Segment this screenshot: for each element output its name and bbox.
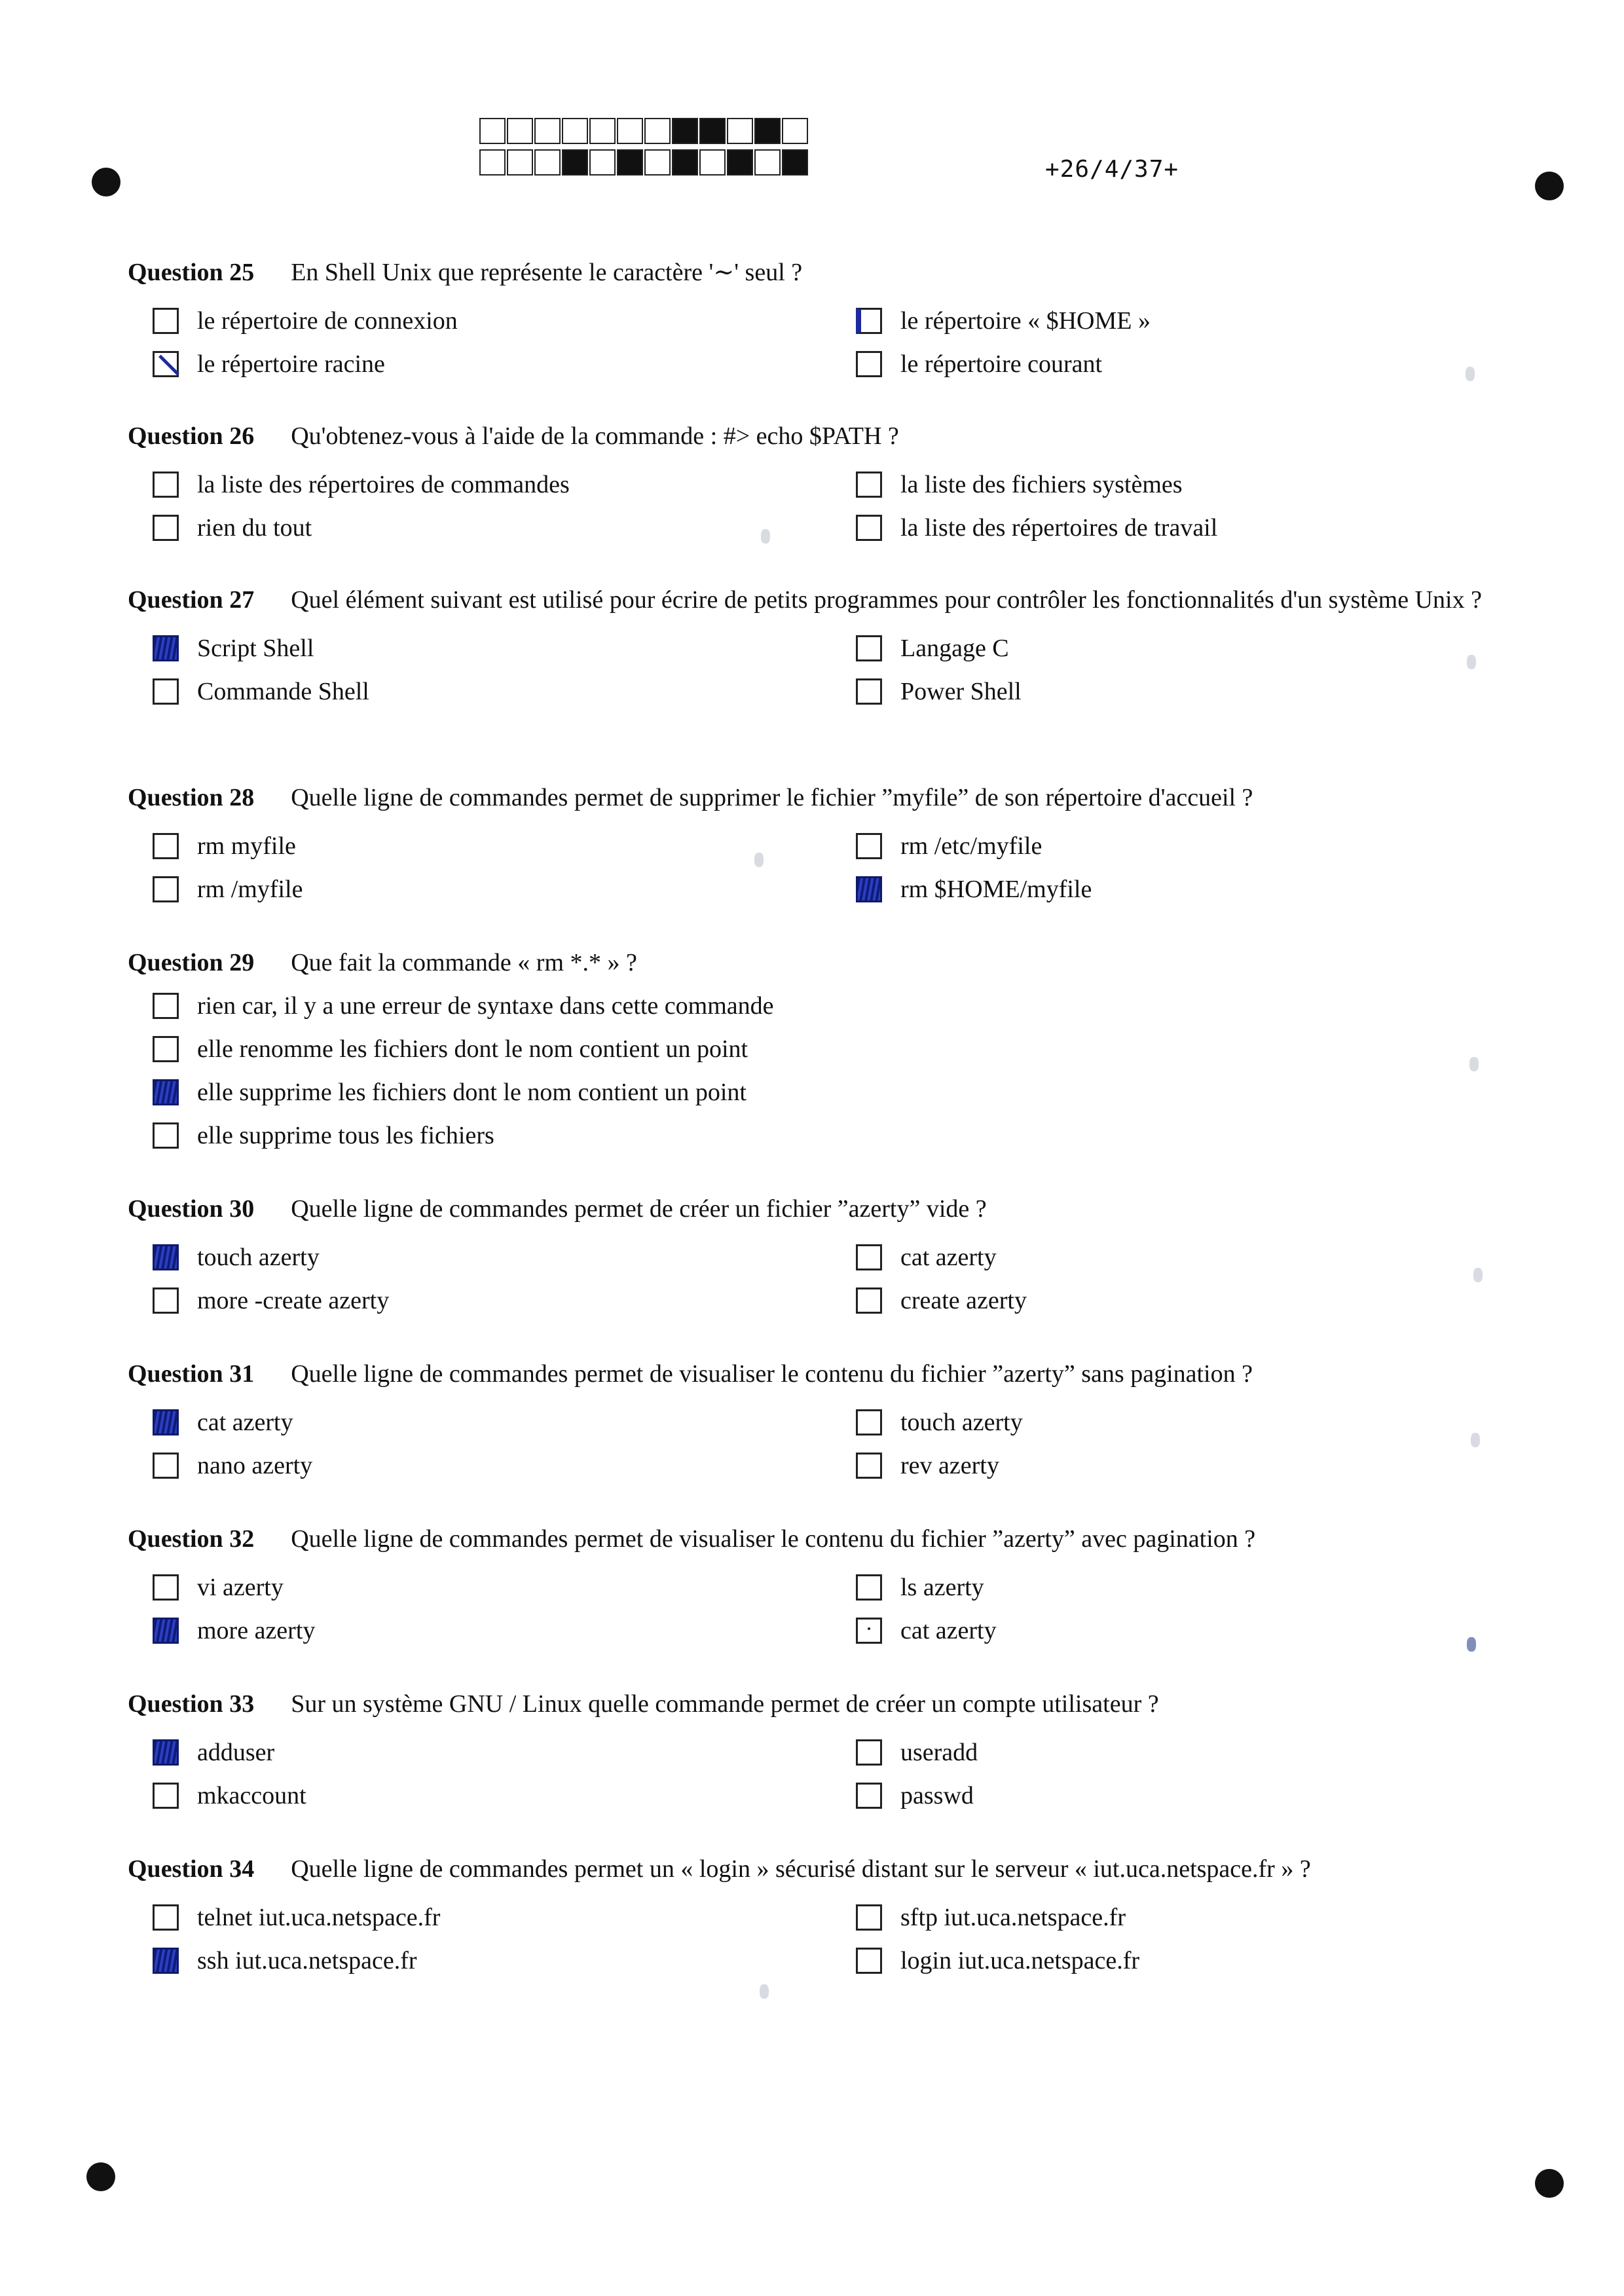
answer-option[interactable] — [153, 1614, 315, 1648]
barcode-cell-empty — [644, 149, 671, 176]
answer-checkbox[interactable] — [153, 678, 179, 705]
answer-checkbox[interactable] — [153, 1409, 179, 1435]
answer-checkbox[interactable] — [153, 1453, 179, 1479]
answer-option[interactable] — [856, 675, 1022, 709]
answer-label: touch azerty — [900, 1409, 1023, 1436]
registration-mark — [92, 168, 120, 196]
barcode-cell-empty — [562, 118, 588, 144]
page-identifier: +26/4/37+ — [1045, 156, 1179, 183]
question-text: En Shell Unix que représente le caractère '∼' seul ? — [291, 259, 803, 286]
question-text: Quelle ligne de commandes permet de supprimer le fichier ”myfile” de son répertoire d'accueil ? — [291, 784, 1253, 811]
answer-label: login iut.uca.netspace.fr — [900, 1947, 1140, 1974]
answer-option[interactable] — [856, 1779, 974, 1813]
answer-label: more azerty — [197, 1617, 316, 1644]
barcode-cell-empty — [507, 149, 533, 176]
question-label: Question 27 — [128, 586, 255, 614]
answer-checkbox[interactable] — [856, 1948, 882, 1974]
answer-label: rm /myfile — [197, 876, 303, 903]
answer-option[interactable] — [153, 1075, 747, 1109]
answer-checkbox[interactable] — [153, 308, 179, 334]
answer-option[interactable] — [153, 872, 303, 906]
question-label: Question 32 — [128, 1525, 255, 1553]
answer-checkbox[interactable] — [153, 1079, 179, 1105]
barcode-cell-empty — [479, 118, 506, 144]
answer-checkbox[interactable] — [153, 993, 179, 1019]
answer-option[interactable] — [153, 304, 458, 338]
question-text: Sur un système GNU / Linux quelle commande permet de créer un compte utilisateur ? — [291, 1690, 1159, 1718]
answer-option[interactable] — [153, 631, 314, 665]
barcode-cell-filled — [727, 149, 753, 176]
question-text: Quelle ligne de commandes permet un « login » sécurisé distant sur le serveur « iut.uca.netspace.fr » ? — [291, 1855, 1311, 1883]
answer-option[interactable] — [153, 511, 312, 545]
barcode-cell-empty — [644, 118, 671, 144]
registration-mark — [1535, 172, 1564, 200]
answer-checkbox[interactable] — [153, 1618, 179, 1644]
answer-option[interactable] — [153, 1900, 440, 1935]
answer-label: le répertoire racine — [197, 350, 385, 378]
answer-checkbox[interactable] — [856, 1904, 882, 1931]
answer-label: cat azerty — [900, 1617, 997, 1644]
question-header — [128, 782, 1529, 813]
question-header — [128, 584, 1529, 616]
barcode-cell-empty — [589, 149, 616, 176]
question-block — [128, 1853, 1529, 1986]
answer-label: create azerty — [900, 1287, 1027, 1314]
answer-checkbox[interactable] — [856, 1453, 882, 1479]
answer-checkbox[interactable] — [856, 1574, 882, 1601]
question-label: Question 28 — [128, 784, 255, 811]
question-header — [128, 947, 1529, 978]
barcode-cell-filled — [617, 149, 643, 176]
question-label: Question 26 — [128, 422, 255, 450]
answer-options — [128, 1240, 1529, 1325]
answer-label: nano azerty — [197, 1452, 313, 1479]
answer-options — [128, 989, 1529, 1166]
barcode-cell-empty — [479, 149, 506, 176]
barcode-cell-empty — [782, 118, 808, 144]
question-block — [128, 584, 1529, 716]
answer-option[interactable] — [856, 1900, 1126, 1935]
question-label: Question 30 — [128, 1195, 255, 1223]
question-block — [128, 782, 1529, 914]
answer-label: useradd — [900, 1739, 978, 1766]
question-block — [128, 1688, 1529, 1821]
barcode-cell-filled — [754, 118, 781, 144]
answer-checkbox[interactable] — [856, 351, 882, 377]
answer-checkbox[interactable] — [153, 876, 179, 902]
answer-option[interactable] — [856, 468, 1183, 502]
question-text: Quelle ligne de commandes permet de créer un fichier ”azerty” vide ? — [291, 1195, 987, 1223]
answer-option[interactable] — [153, 1032, 748, 1066]
question-text: Qu'obtenez-vous à l'aide de la commande : #> echo $PATH ? — [291, 422, 899, 450]
question-label: Question 25 — [128, 259, 255, 286]
answer-checkbox[interactable] — [856, 1244, 882, 1270]
answer-option[interactable] — [856, 304, 1151, 338]
answer-option[interactable] — [153, 1944, 417, 1978]
scan-speck — [760, 1984, 769, 1999]
question-header — [128, 1193, 1529, 1225]
answer-option[interactable] — [153, 347, 385, 381]
answer-checkbox[interactable] — [856, 515, 882, 541]
answer-option[interactable] — [153, 1284, 389, 1318]
answer-checkbox[interactable] — [856, 308, 882, 334]
barcode-cell-filled — [782, 149, 808, 176]
answer-option[interactable] — [856, 829, 1042, 863]
answer-label: Power Shell — [900, 678, 1022, 705]
answer-option[interactable] — [153, 829, 296, 863]
answer-label: rev azerty — [900, 1452, 999, 1479]
question-label: Question 29 — [128, 949, 255, 976]
answer-label: la liste des fichiers systèmes — [900, 471, 1183, 498]
barcode-cell-empty — [617, 118, 643, 144]
question-label: Question 34 — [128, 1855, 255, 1883]
answer-option[interactable] — [153, 675, 369, 709]
answer-checkbox[interactable] — [856, 635, 882, 661]
question-text: Quel élément suivant est utilisé pour écrire de petits programmes pour contrôler les fonctionnalités d'un système Unix ? — [291, 586, 1482, 614]
answer-option[interactable] — [153, 468, 570, 502]
answer-options — [128, 1900, 1529, 1986]
answer-checkbox[interactable] — [856, 876, 882, 902]
question-block — [128, 1523, 1529, 1656]
answer-option[interactable] — [856, 1240, 997, 1274]
registration-mark — [1535, 2169, 1564, 2198]
answer-checkbox[interactable] — [153, 1739, 179, 1766]
question-header — [128, 420, 1529, 452]
answer-label: more -create azerty — [197, 1287, 390, 1314]
answer-label: adduser — [197, 1739, 275, 1766]
question-text: Quelle ligne de commandes permet de visualiser le contenu du fichier ”azerty” sans pagination ? — [291, 1360, 1253, 1388]
question-block — [128, 947, 1529, 1166]
question-label: Question 31 — [128, 1360, 255, 1388]
answer-checkbox[interactable] — [153, 1783, 179, 1809]
barcode-cell-filled — [699, 118, 726, 144]
answer-label: rien du tout — [197, 514, 312, 542]
answer-label: le répertoire de connexion — [197, 307, 458, 335]
barcode-cell-empty — [507, 118, 533, 144]
question-label: Question 33 — [128, 1690, 255, 1718]
answer-option[interactable] — [856, 631, 1009, 665]
answer-option[interactable] — [856, 1735, 978, 1769]
answer-label: rm /etc/myfile — [900, 832, 1043, 860]
answer-checkbox[interactable] — [856, 1618, 882, 1644]
answer-checkbox[interactable] — [153, 1574, 179, 1601]
barcode-cell-empty — [699, 149, 726, 176]
answer-options — [128, 1405, 1529, 1491]
answer-checkbox[interactable] — [153, 515, 179, 541]
answer-checkbox[interactable] — [856, 1783, 882, 1809]
answer-checkbox[interactable] — [153, 1122, 179, 1149]
answer-option[interactable] — [856, 1944, 1139, 1978]
answer-checkbox[interactable] — [856, 472, 882, 498]
answer-label: touch azerty — [197, 1244, 320, 1271]
answer-option[interactable] — [856, 1449, 999, 1483]
answer-label: le répertoire courant — [900, 350, 1103, 378]
question-header — [128, 1853, 1529, 1885]
question-block — [128, 420, 1529, 553]
barcode-cell-empty — [534, 118, 561, 144]
answer-label: vi azerty — [197, 1574, 284, 1601]
barcode-cell-filled — [562, 149, 588, 176]
answer-option[interactable] — [856, 1614, 997, 1648]
question-header — [128, 257, 1529, 288]
barcode-cell-empty — [754, 149, 781, 176]
answer-checkbox[interactable] — [856, 833, 882, 859]
answer-label: rm myfile — [197, 832, 296, 860]
answer-label: elle renomme les fichiers dont le nom contient un point — [197, 1035, 748, 1063]
answer-label: Script Shell — [197, 635, 314, 662]
answer-option[interactable] — [153, 1240, 320, 1274]
answer-label: Commande Shell — [197, 678, 369, 705]
answer-checkbox[interactable] — [153, 833, 179, 859]
answer-option[interactable] — [856, 347, 1102, 381]
answer-label: cat azerty — [900, 1244, 997, 1271]
answer-options — [128, 1570, 1529, 1656]
answer-option[interactable] — [856, 1570, 984, 1604]
question-block — [128, 1193, 1529, 1325]
barcode-cell-filled — [672, 149, 698, 176]
answer-checkbox[interactable] — [856, 678, 882, 705]
answer-label: rien car, il y a une erreur de syntaxe dans cette commande — [197, 992, 774, 1020]
answer-option[interactable] — [856, 511, 1217, 545]
answer-label: ssh iut.uca.netspace.fr — [197, 1947, 417, 1974]
student-id-barcode — [479, 118, 809, 181]
answer-option[interactable] — [153, 1570, 284, 1604]
answer-option[interactable] — [856, 1405, 1023, 1439]
question-header — [128, 1358, 1529, 1390]
answer-label: Langage C — [900, 635, 1009, 662]
answer-checkbox[interactable] — [153, 472, 179, 498]
answer-label: elle supprime les fichiers dont le nom contient un point — [197, 1079, 747, 1106]
answer-label: la liste des répertoires de commandes — [197, 471, 570, 498]
question-header — [128, 1523, 1529, 1555]
answer-options — [128, 631, 1529, 716]
answer-label: mkaccount — [197, 1782, 306, 1809]
answer-option[interactable] — [153, 1779, 306, 1813]
answer-label: ls azerty — [900, 1574, 984, 1601]
answer-checkbox[interactable] — [856, 1739, 882, 1766]
answer-option[interactable] — [856, 1284, 1027, 1318]
answer-checkbox[interactable] — [153, 1036, 179, 1062]
answer-options — [128, 468, 1529, 553]
question-text: Quelle ligne de commandes permet de visualiser le contenu du fichier ”azerty” avec pagination ? — [291, 1525, 1256, 1553]
answer-option[interactable] — [153, 1449, 312, 1483]
answer-label: sftp iut.uca.netspace.fr — [900, 1904, 1126, 1931]
answer-checkbox[interactable] — [856, 1287, 882, 1314]
answer-label: rm $HOME/myfile — [900, 876, 1092, 903]
barcode-row — [479, 118, 809, 144]
answer-checkbox[interactable] — [153, 635, 179, 661]
answer-options — [128, 304, 1529, 389]
answer-option[interactable] — [856, 872, 1092, 906]
answer-checkbox[interactable] — [856, 1409, 882, 1435]
answer-checkbox[interactable] — [153, 1287, 179, 1314]
question-block — [128, 1358, 1529, 1491]
barcode-cell-empty — [534, 149, 561, 176]
answer-options — [128, 829, 1529, 914]
barcode-row — [479, 149, 809, 176]
answer-option[interactable] — [153, 1735, 274, 1769]
answer-label: la liste des répertoires de travail — [900, 514, 1218, 542]
answer-checkbox[interactable] — [153, 1904, 179, 1931]
answer-option[interactable] — [153, 1405, 293, 1439]
answer-checkbox[interactable] — [153, 1244, 179, 1270]
answer-label: le répertoire « $HOME » — [900, 307, 1151, 335]
question-text: Que fait la commande « rm *.* » ? — [291, 949, 637, 976]
barcode-cell-filled — [672, 118, 698, 144]
barcode-cell-empty — [589, 118, 616, 144]
answer-label: telnet iut.uca.netspace.fr — [197, 1904, 441, 1931]
answer-option[interactable] — [153, 989, 774, 1023]
answer-checkbox[interactable] — [153, 1948, 179, 1974]
answer-options — [128, 1735, 1529, 1821]
answer-label: cat azerty — [197, 1409, 293, 1436]
question-block — [128, 257, 1529, 389]
question-header — [128, 1688, 1529, 1720]
registration-mark — [86, 2162, 115, 2191]
answer-checkbox[interactable] — [153, 351, 179, 377]
barcode-cell-empty — [727, 118, 753, 144]
answer-option[interactable] — [153, 1119, 494, 1153]
answer-label: passwd — [900, 1782, 974, 1809]
answer-label: elle supprime tous les fichiers — [197, 1122, 494, 1149]
